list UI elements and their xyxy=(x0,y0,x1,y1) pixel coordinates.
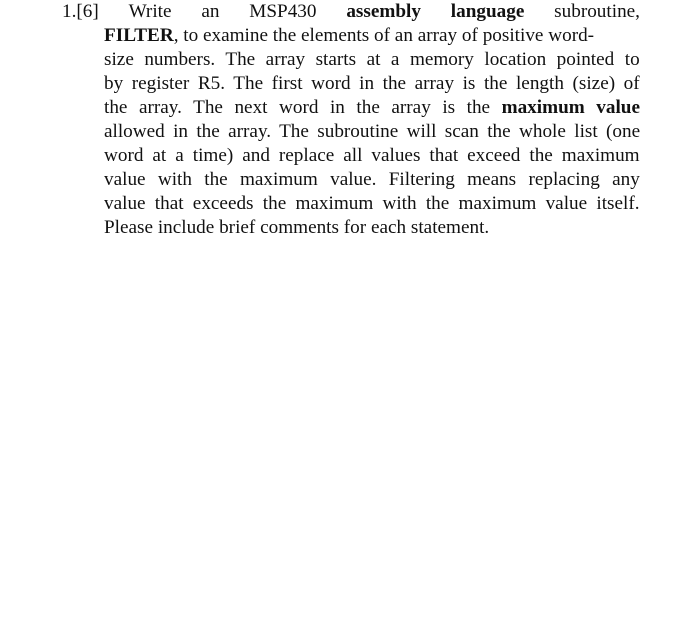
question-word-bold: language xyxy=(450,1,525,22)
question-word-bold: assembly xyxy=(346,1,421,22)
question-text: the array. The next word in the array is the xyxy=(104,97,491,118)
question-line-8: value with the maximum value. Filtering means replacing any xyxy=(104,169,640,190)
question-line-5 xyxy=(104,96,640,120)
question-line-2 xyxy=(104,24,640,48)
question-word: an xyxy=(201,1,220,22)
question-text: , to examine the elements of an array of positive word- xyxy=(173,25,595,46)
question-line-6: allowed in the array. The subroutine will scan the whole list (one xyxy=(104,121,641,142)
question-word: MSP430 xyxy=(249,1,317,22)
question-line-10: Please include brief comments for each statement. xyxy=(104,217,490,238)
question-line-3: size numbers. The array starts at a memory location pointed to xyxy=(104,49,640,70)
question-line-4: by register R5. The first word in the array is the length (size) of xyxy=(104,73,640,94)
emphasis-text: maximum value xyxy=(501,97,640,118)
question-line-1 xyxy=(62,0,640,24)
question-number: 1.[6] xyxy=(62,1,99,22)
question-word: subroutine, xyxy=(554,1,640,22)
question-word: Write xyxy=(128,1,172,22)
question-line-7: word at a time) and replace all values that exceed the maximum xyxy=(104,145,640,166)
subroutine-name: FILTER xyxy=(104,25,174,46)
question-line-9: value that exceeds the maximum with the maximum value itself. xyxy=(104,193,640,214)
